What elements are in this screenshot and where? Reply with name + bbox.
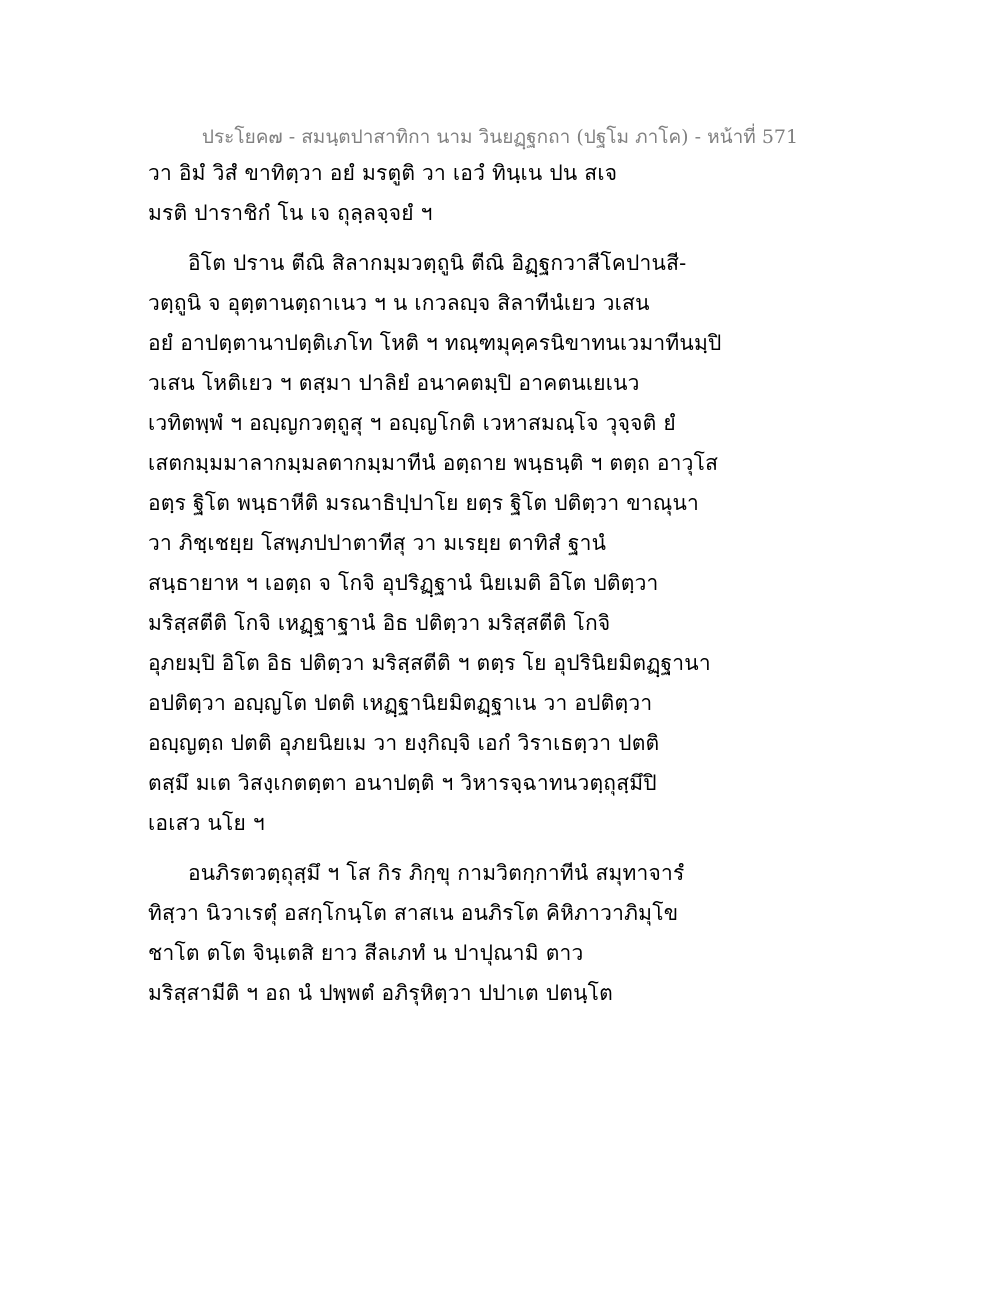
paragraph bbox=[148, 246, 722, 846]
text-line: เวทิตพฺพํ ฯ อญฺญกวตฺถูสุ ฯ อญฺญโกติ เวหาสมณฺโจ วุจฺจติ ยํ bbox=[148, 411, 676, 435]
text-line: อปติตฺวา อญฺญโต ปตติ เหฏฺฐานิยมิตฏฺฐาเน วา อปติตฺวา bbox=[148, 691, 653, 715]
paragraph bbox=[148, 156, 678, 236]
paragraph-gap bbox=[148, 846, 678, 856]
text-line: มริสฺสามีติ ฯ อถ นํ ปพฺพตํ อภิรุหิตฺวา ปปาเต ปตนฺโต bbox=[148, 981, 613, 1005]
text-line: มรติ ปาราชิกํ โน เจ ถุลฺลจฺจยํ ฯ bbox=[148, 201, 433, 225]
text-line: วตฺถูนิ จ อุตฺตานตฺถาเนว ฯ น เกวลญฺจ สิลาทีนํเยว วเสน bbox=[148, 291, 650, 315]
text-line: วา ภิชฺเชยฺย โสพฺภปปาตาทีสุ วา มเรยฺย ตาทิสํ ฐานํ bbox=[148, 531, 607, 555]
text-line: อนภิรตวตฺถุสฺมึ ฯ โส กิร ภิกฺขุ กามวิตกฺกาทีนํ สมุทาจารํ bbox=[188, 861, 685, 885]
text-line: ทิสฺวา นิวาเรตุํ อสกฺโกนฺโต สาสเน อนภิรโต คิหิภาวาภิมุโข bbox=[148, 901, 679, 925]
page-body bbox=[148, 156, 722, 1016]
text-line: อญฺญตฺถ ปตติ อุภยนิยเม วา ยงฺกิญฺจิ เอกํ วิราเธตฺวา ปตติ bbox=[148, 731, 660, 755]
text-line: วเสน โหติเยว ฯ ตสฺมา ปาลิยํ อนาคตมฺปิ อาคตนเยเนว bbox=[148, 371, 640, 395]
text-line: ชาโต ตโต จินฺเตสิ ยาว สีลเภทํ น ปาปุณามิ ตาว bbox=[148, 941, 584, 965]
paragraph bbox=[148, 856, 685, 1016]
paragraph-gap bbox=[148, 236, 678, 246]
text-line: อิโต ปราน ตีณิ สิลากมฺมวตฺถูนิ ตีณิ อิฏฺฐกวาสีโคปานสี- bbox=[188, 251, 687, 275]
text-line: วา อิมํ วิสํ ขาทิตฺวา อยํ มรตูติ วา เอวํ ทินฺเน ปน สเจ bbox=[148, 161, 618, 185]
text-line: อยํ อาปตฺตานาปตฺติเภโท โหติ ฯ ทณฺฑมุคฺครนิขาทนเวมาทีนมฺปิ bbox=[148, 331, 722, 355]
text-line: อุภยมฺปิ อิโต อิธ ปติตฺวา มริสฺสตีติ ฯ ตตฺร โย อุปรินิยมิตฏฺฐานา bbox=[148, 651, 711, 675]
text-line: ตสฺมึ มเต วิสงฺเกตตฺตา อนาปตฺติ ฯ วิหารจฺฉาทนวตฺถุสฺมึปิ bbox=[148, 771, 657, 795]
text-line: อตฺร ฐิโต พนฺธาหีติ มรณาธิปฺปาโย ยตฺร ฐิโต ปติตฺวา ขาณุนา bbox=[148, 491, 699, 515]
text-line: เอเสว นโย ฯ bbox=[148, 811, 265, 835]
text-line: มริสฺสตีติ โกจิ เหฏฺฐาฐานํ อิธ ปติตฺวา มริสฺสตีติ โกจิ bbox=[148, 611, 611, 635]
text-line: สนฺธายาห ฯ เอตฺถ จ โกจิ อุปริฏฺฐานํ นิยเมติ อิโต ปติตฺวา bbox=[148, 571, 659, 595]
running-header: ประโยค๗ - สมนฺตปาสาทิกา นาม วินยฏฺฐกถา (ปฐโม ภาโค) - หน้าที่ 571 bbox=[201, 126, 799, 148]
text-line: เสตกมฺมมาลากมฺมลตากมฺมาทีนํ อตฺถาย พนฺธนฺติ ฯ ตตฺถ อาวุโส bbox=[148, 451, 719, 475]
